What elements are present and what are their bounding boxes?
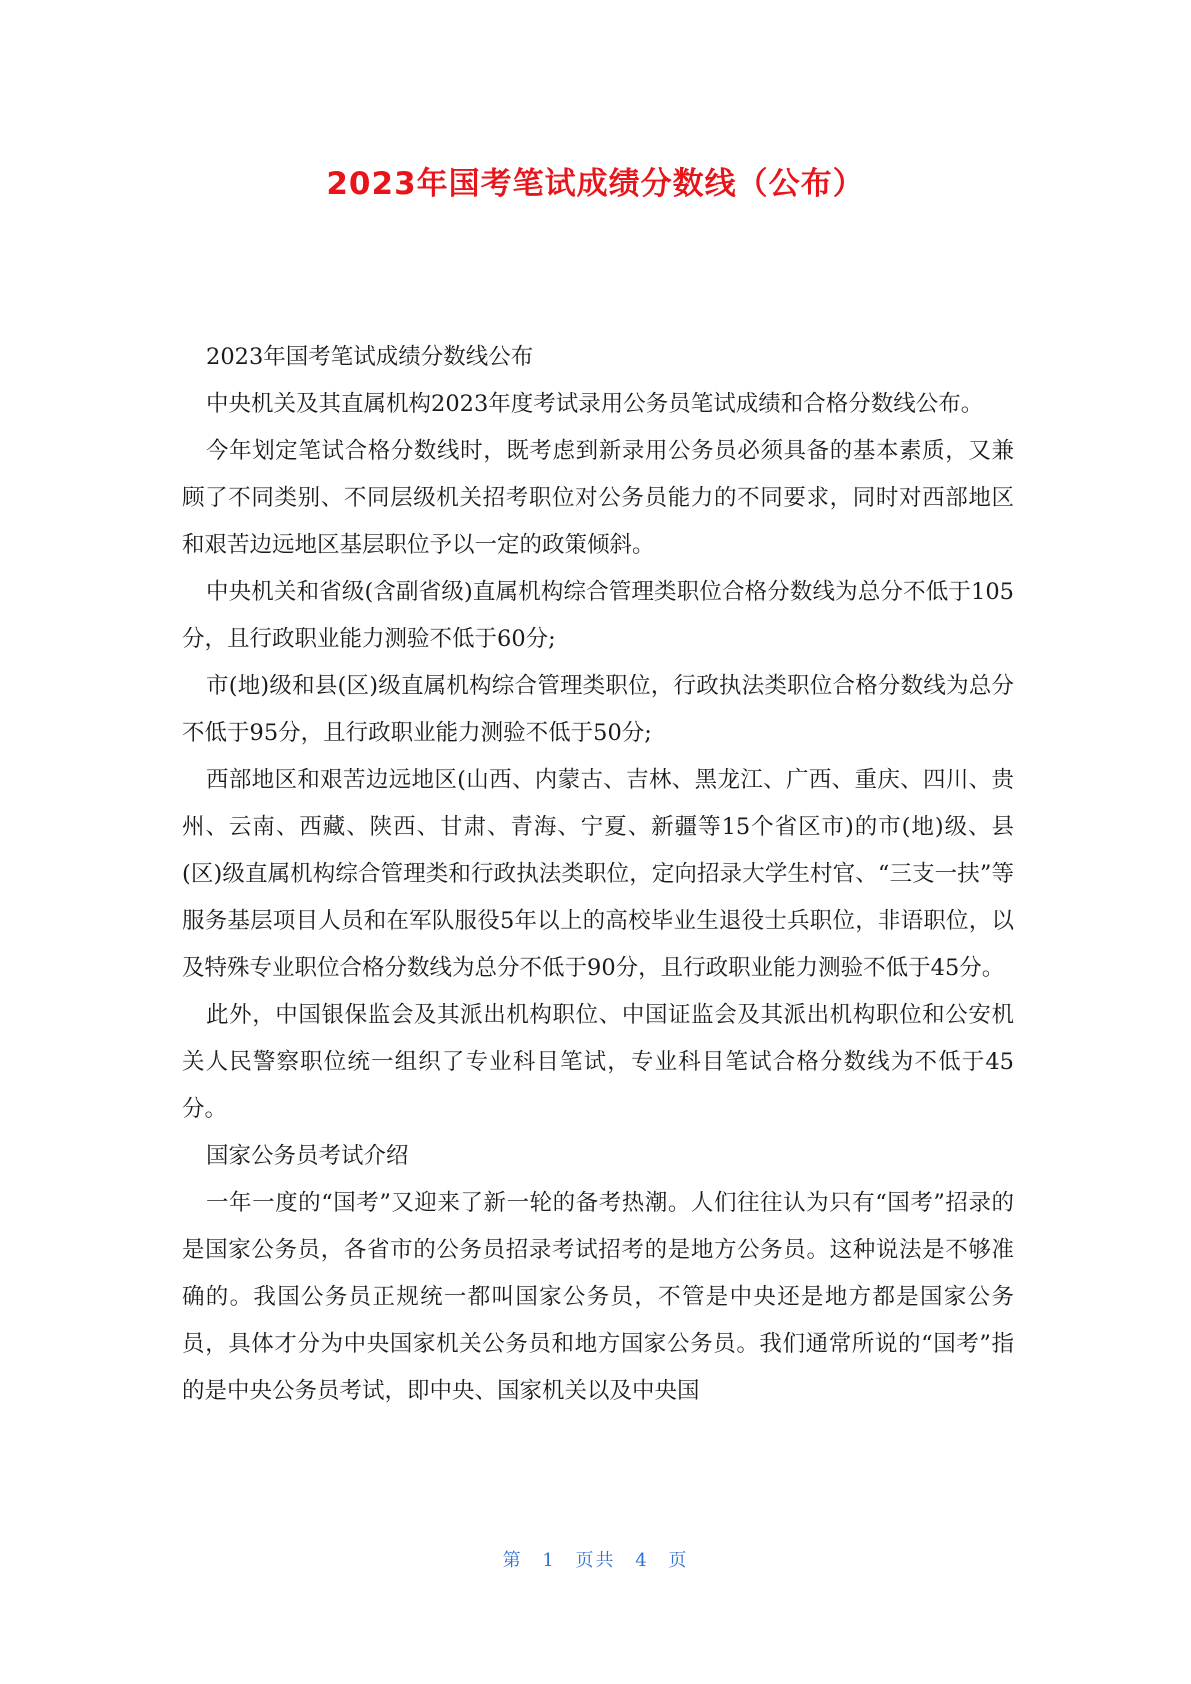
paragraph: 今年划定笔试合格分数线时，既考虑到新录用公务员必须具备的基本素质，又兼顾了不同类别、不同层级机关招考职位对公务员能力的不同要求，同时对西部地区和艰苦边远地区基层职位予以一定的政策倾斜。	[182, 438, 1014, 558]
footer-total-pages: 4	[635, 1550, 649, 1571]
document-title: 2023年国考笔试成绩分数线（公布）	[326, 166, 865, 202]
footer-prefix: 第	[502, 1550, 523, 1571]
paragraph: 市(地)级和县(区)级直属机构综合管理类职位，行政执法类职位合格分数线为总分不低于95分，且行政职业能力测验不低于50分;	[182, 673, 1014, 746]
paragraph: 2023年国考笔试成绩分数线公布	[206, 344, 534, 370]
paragraph: 一年一度的“国考”又迎来了新一轮的备考热潮。人们往往认为只有“国考”招录的是国家公务员，各省市的公务员招录考试招考的是地方公务员。这种说法是不够准确的。我国公务员正规统一都叫国家公务员，不管是中央还是地方都是国家公务员，具体才分为中央国家机关公务员和地方国家公务员。我们通常所说的“国考”指的是中央公务员考试，即中央、国家机关以及中央国	[182, 1190, 1014, 1404]
footer-middle: 页共	[575, 1550, 616, 1571]
footer-current-page: 1	[542, 1550, 556, 1571]
section-heading: 国家公务员考试介绍	[206, 1143, 409, 1169]
paragraph: 中央机关及其直属机构2023年度考试录用公务员笔试成绩和合格分数线公布。	[206, 391, 984, 417]
paragraph: 中央机关和省级(含副省级)直属机构综合管理类职位合格分数线为总分不低于105分，且行政职业能力测验不低于60分;	[182, 579, 1014, 652]
footer-suffix: 页	[668, 1550, 689, 1571]
paragraph: 此外，中国银保监会及其派出机构职位、中国证监会及其派出机构职位和公安机关人民警察职位统一组织了专业科目笔试，专业科目笔试合格分数线为不低于45分。	[182, 1002, 1014, 1122]
paragraph: 西部地区和艰苦边远地区(山西、内蒙古、吉林、黑龙江、广西、重庆、四川、贵州、云南、西藏、陕西、甘肃、青海、宁夏、新疆等15个省区市)的市(地)级、县(区)级直属机构综合管理类和行政执法类职位，定向招录大学生村官、“三支一扶”等服务基层项目人员和在军队服役5年以上的高校毕业生退役士兵职位，非语职位，以及特殊专业职位合格分数线为总分不低于90分，且行政职业能力测验不低于45分。	[182, 767, 1014, 981]
document-body	[182, 334, 1014, 1415]
page-footer	[0, 1546, 1191, 1572]
